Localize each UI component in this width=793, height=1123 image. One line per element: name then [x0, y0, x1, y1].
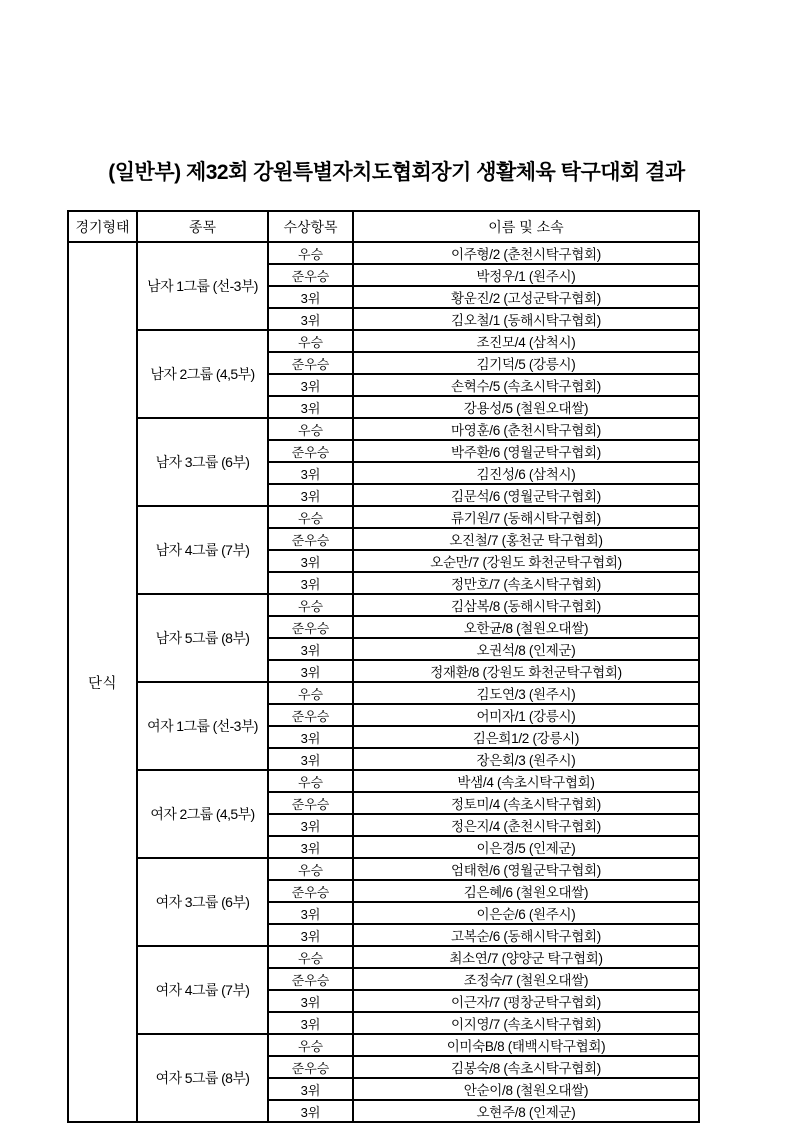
award-rank-cell: 3위 — [268, 374, 353, 396]
award-rank-cell: 우승 — [268, 682, 353, 704]
award-rank-cell: 우승 — [268, 594, 353, 616]
page-title: (일반부) 제32회 강원특별자치도협회장기 생활체육 탁구대회 결과 — [108, 161, 685, 184]
award-rank-cell: 3위 — [268, 748, 353, 770]
award-rank-cell: 우승 — [268, 858, 353, 880]
award-rank-cell: 준우승 — [268, 528, 353, 550]
winner-name-cell: 장은회/3 (원주시) — [353, 748, 699, 770]
winner-name-cell: 정재환/8 (강원도 화천군탁구협회) — [353, 660, 699, 682]
winner-name-cell: 이은경/5 (인제군) — [353, 836, 699, 858]
winner-name-cell: 김오철/1 (동해시탁구협회) — [353, 308, 699, 330]
award-rank-cell: 준우승 — [268, 616, 353, 638]
award-rank-cell: 3위 — [268, 572, 353, 594]
award-rank-cell: 우승 — [268, 242, 353, 264]
winner-name-cell: 김도연/3 (원주시) — [353, 682, 699, 704]
table-row — [68, 330, 699, 352]
winner-name-cell: 이주형/2 (춘천시탁구협회) — [353, 242, 699, 264]
award-rank-cell: 우승 — [268, 330, 353, 352]
winner-name-cell: 김삼복/8 (동해시탁구협회) — [353, 594, 699, 616]
winner-name-cell: 오권석/8 (인제군) — [353, 638, 699, 660]
winner-name-cell: 오한균/8 (철원오대쌀) — [353, 616, 699, 638]
winner-name-cell: 김봉숙/8 (속초시탁구협회) — [353, 1056, 699, 1078]
winner-name-cell: 황운진/2 (고성군탁구협회) — [353, 286, 699, 308]
award-rank-cell: 3위 — [268, 660, 353, 682]
winner-name-cell: 오순만/7 (강원도 화천군탁구협회) — [353, 550, 699, 572]
event-group-cell: 여자 3그룹 (6부) — [137, 858, 268, 946]
header-award: 수상항목 — [268, 211, 353, 242]
table-row — [68, 242, 699, 264]
award-rank-cell: 3위 — [268, 726, 353, 748]
award-rank-cell: 우승 — [268, 418, 353, 440]
table-row — [68, 770, 699, 792]
header-name-affiliation: 이름 및 소속 — [353, 211, 699, 242]
table-row — [68, 946, 699, 968]
table-header-row — [68, 211, 699, 242]
award-rank-cell: 3위 — [268, 990, 353, 1012]
winner-name-cell: 정은지/4 (춘천시탁구협회) — [353, 814, 699, 836]
table-row — [68, 594, 699, 616]
winner-name-cell: 최소연/7 (양양군 탁구협회) — [353, 946, 699, 968]
table-row — [68, 682, 699, 704]
award-rank-cell: 3위 — [268, 638, 353, 660]
event-group-cell: 남자 1그룹 (선-3부) — [137, 242, 268, 330]
winner-name-cell: 어미자/1 (강릉시) — [353, 704, 699, 726]
award-rank-cell: 3위 — [268, 308, 353, 330]
award-rank-cell: 3위 — [268, 550, 353, 572]
winner-name-cell: 박샘/4 (속초시탁구협회) — [353, 770, 699, 792]
table-row — [68, 1034, 699, 1056]
header-event: 종목 — [137, 211, 268, 242]
award-rank-cell: 3위 — [268, 814, 353, 836]
event-group-cell: 여자 1그룹 (선-3부) — [137, 682, 268, 770]
award-rank-cell: 3위 — [268, 924, 353, 946]
winner-name-cell: 엄태현/6 (영월군탁구협회) — [353, 858, 699, 880]
table-row — [68, 506, 699, 528]
award-rank-cell: 3위 — [268, 1078, 353, 1100]
event-group-cell: 남자 4그룹 (7부) — [137, 506, 268, 594]
event-group-cell: 여자 5그룹 (8부) — [137, 1034, 268, 1122]
winner-name-cell: 조정숙/7 (철원오대쌀) — [353, 968, 699, 990]
results-table — [67, 210, 700, 1123]
event-group-cell: 남자 5그룹 (8부) — [137, 594, 268, 682]
match-type-cell: 단식 — [68, 242, 137, 1122]
award-rank-cell: 우승 — [268, 506, 353, 528]
event-group-cell: 남자 2그룹 (4,5부) — [137, 330, 268, 418]
winner-name-cell: 김문석/6 (영월군탁구협회) — [353, 484, 699, 506]
winner-name-cell: 강용성/5 (철원오대쌀) — [353, 396, 699, 418]
award-rank-cell: 3위 — [268, 902, 353, 924]
table-row — [68, 858, 699, 880]
winner-name-cell: 오진철/7 (홍천군 탁구협회) — [353, 528, 699, 550]
winner-name-cell: 정토미/4 (속초시탁구협회) — [353, 792, 699, 814]
winner-name-cell: 정만호/7 (속초시탁구협회) — [353, 572, 699, 594]
award-rank-cell: 3위 — [268, 286, 353, 308]
award-rank-cell: 3위 — [268, 396, 353, 418]
winner-name-cell: 박정우/1 (원주시) — [353, 264, 699, 286]
award-rank-cell: 3위 — [268, 1100, 353, 1122]
award-rank-cell: 3위 — [268, 462, 353, 484]
winner-name-cell: 박주환/6 (영월군탁구협회) — [353, 440, 699, 462]
award-rank-cell: 우승 — [268, 946, 353, 968]
award-rank-cell: 준우승 — [268, 704, 353, 726]
page-break-border-stub-left — [67, 974, 69, 983]
event-group-cell: 남자 3그룹 (6부) — [137, 418, 268, 506]
award-rank-cell: 준우승 — [268, 968, 353, 990]
event-group-cell: 여자 4그룹 (7부) — [137, 946, 268, 1034]
results-table-body — [68, 242, 699, 1122]
winner-name-cell: 김은희1/2 (강릉시) — [353, 726, 699, 748]
winner-name-cell: 이미숙B/8 (태백시탁구협회) — [353, 1034, 699, 1056]
winner-name-cell: 류기원/7 (동해시탁구협회) — [353, 506, 699, 528]
winner-name-cell: 김진성/6 (삼척시) — [353, 462, 699, 484]
winner-name-cell: 이지영/7 (속초시탁구협회) — [353, 1012, 699, 1034]
winner-name-cell: 이은순/6 (원주시) — [353, 902, 699, 924]
award-rank-cell: 준우승 — [268, 440, 353, 462]
award-rank-cell: 3위 — [268, 836, 353, 858]
winner-name-cell: 이근자/7 (평창군탁구협회) — [353, 990, 699, 1012]
winner-name-cell: 조진모/4 (삼척시) — [353, 330, 699, 352]
table-row — [68, 418, 699, 440]
winner-name-cell: 김은혜/6 (철원오대쌀) — [353, 880, 699, 902]
header-match-type: 경기형태 — [68, 211, 137, 242]
winner-name-cell: 오현주/8 (인제군) — [353, 1100, 699, 1122]
page-break-border-stub-mid — [136, 974, 138, 983]
winner-name-cell: 안순이/8 (철원오대쌀) — [353, 1078, 699, 1100]
award-rank-cell: 우승 — [268, 770, 353, 792]
winner-name-cell: 마영훈/6 (춘천시탁구협회) — [353, 418, 699, 440]
award-rank-cell: 우승 — [268, 1034, 353, 1056]
award-rank-cell: 3위 — [268, 484, 353, 506]
award-rank-cell: 준우승 — [268, 792, 353, 814]
award-rank-cell: 준우승 — [268, 1056, 353, 1078]
winner-name-cell: 고복순/6 (동해시탁구협회) — [353, 924, 699, 946]
award-rank-cell: 준우승 — [268, 352, 353, 374]
event-group-cell: 여자 2그룹 (4,5부) — [137, 770, 268, 858]
award-rank-cell: 준우승 — [268, 264, 353, 286]
winner-name-cell: 손혁수/5 (속초시탁구협회) — [353, 374, 699, 396]
winner-name-cell: 김기덕/5 (강릉시) — [353, 352, 699, 374]
award-rank-cell: 3위 — [268, 1012, 353, 1034]
award-rank-cell: 준우승 — [268, 880, 353, 902]
